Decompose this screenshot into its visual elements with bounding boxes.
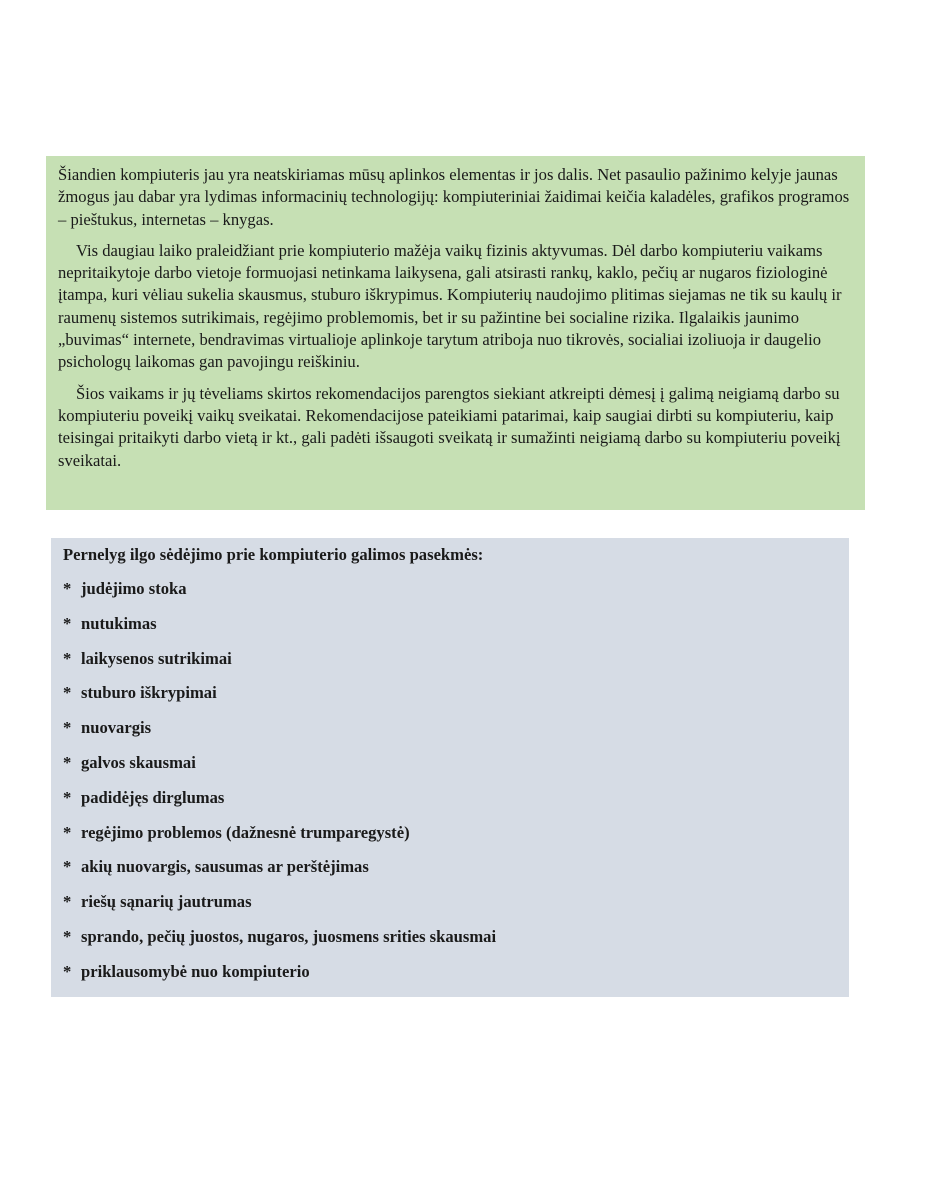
asterisk-bullet: * [63,579,72,598]
asterisk-bullet: * [63,892,72,912]
list-item [63,961,837,983]
list-item-text: nutukimas [81,613,157,633]
asterisk-bullet: * [63,648,72,668]
list-item [63,891,837,913]
list-item [63,787,837,809]
list-item-text: laikysenos sutrikimai [81,648,232,668]
list-item-text: stuburo iškrypimai [81,683,217,703]
list-item-text: padidėjęs dirglumas [81,787,225,807]
asterisk-bullet: * [63,752,72,772]
consequences-box [51,538,849,997]
intro-text-box [46,156,865,510]
asterisk-bullet: * [63,822,72,842]
asterisk-bullet: * [63,857,72,877]
list-item-text: nuovargis [81,718,152,738]
list-item-text: priklausomybė nuo kompiuterio [81,961,310,981]
intro-paragraph-3: Šios vaikams ir jų tėveliams skirtos rekomendacijos parengtos siekiant atkreipti dėmesį į galimą neigiamą darbo su kompiuteriu poveikį vaikų sveikatai. Rekomendacijose pateikiami patarimai, kaip saugiai dirbti su kompiuteriu, kaip teisingai pritaikyti darbo vietą ir kt., gali padėti išsaugoti sveikatą ir sumažinti neigiamą darbo su kompiuteriu poveikį sveikatai. [58,383,841,470]
consequences-list [63,578,837,983]
list-item [63,578,837,600]
list-item [63,752,837,774]
intro-paragraph-2: Vis daugiau laiko praleidžiant prie kompiuterio mažėja vaikų fizinis aktyvumas. Dėl darbo kompiuteriu vaikams nepritaikytoje darbo vietoje formuojasi netinkama laikysena, gali atsirasti rankų, kaklo, pečių ar nugaros fiziologinė įtampa, kuri vėliau sukelia skausmus, stuburo iškrypimus. Kompiuterių naudojimo plitimas siejamas ne tik su kaulų ir raumenų sistemos sutrikimais, regėjimo problemomis, bet ir su pažintine bei socialine rizika. Ilgalaikis jaunimo „buvimas“ internete, bendravimas virtualioje aplinkoje tarytum atriboja nuo tikrovės, socialiai izoliuoja ir daugelio psichologų laikomas gan pavojingu reiškiniu. [58,240,842,372]
list-item-text: akių nuovargis, sausumas ar perštėjimas [81,857,369,877]
list-item [63,926,837,948]
intro-paragraph-1: Šiandien kompiuteris jau yra neatskiriamas mūsų aplinkos elementas ir jos dalis. Net pasaulio pažinimo kelyje jaunas žmogus jau dabar yra lydimas informacinių technologijų: kompiuteriniai žaidimai keičia kaladėles, grafikos programos – pieštukus, internetas – knygas. [58,165,850,229]
list-item [63,717,837,739]
list-item [63,822,837,844]
asterisk-bullet: * [63,926,72,946]
asterisk-bullet: * [63,613,72,633]
consequences-title: Pernelyg ilgo sėdėjimo prie kompiuterio galimos pasekmės: [63,545,484,564]
list-item [63,856,837,878]
list-item-text: galvos skausmai [81,752,196,772]
list-item [63,613,837,635]
list-item-text: judėjimo stoka [81,579,187,598]
asterisk-bullet: * [63,718,72,738]
list-item [63,648,837,670]
list-item-text: riešų sąnarių jautrumas [81,892,252,912]
asterisk-bullet: * [63,787,72,807]
list-item-text: regėjimo problemos (dažnesnė trumparegystė) [81,822,410,842]
list-item-text: sprando, pečių juostos, nugaros, juosmens srities skausmai [81,926,497,946]
list-item [63,682,837,704]
asterisk-bullet: * [63,961,72,981]
asterisk-bullet: * [63,683,72,703]
